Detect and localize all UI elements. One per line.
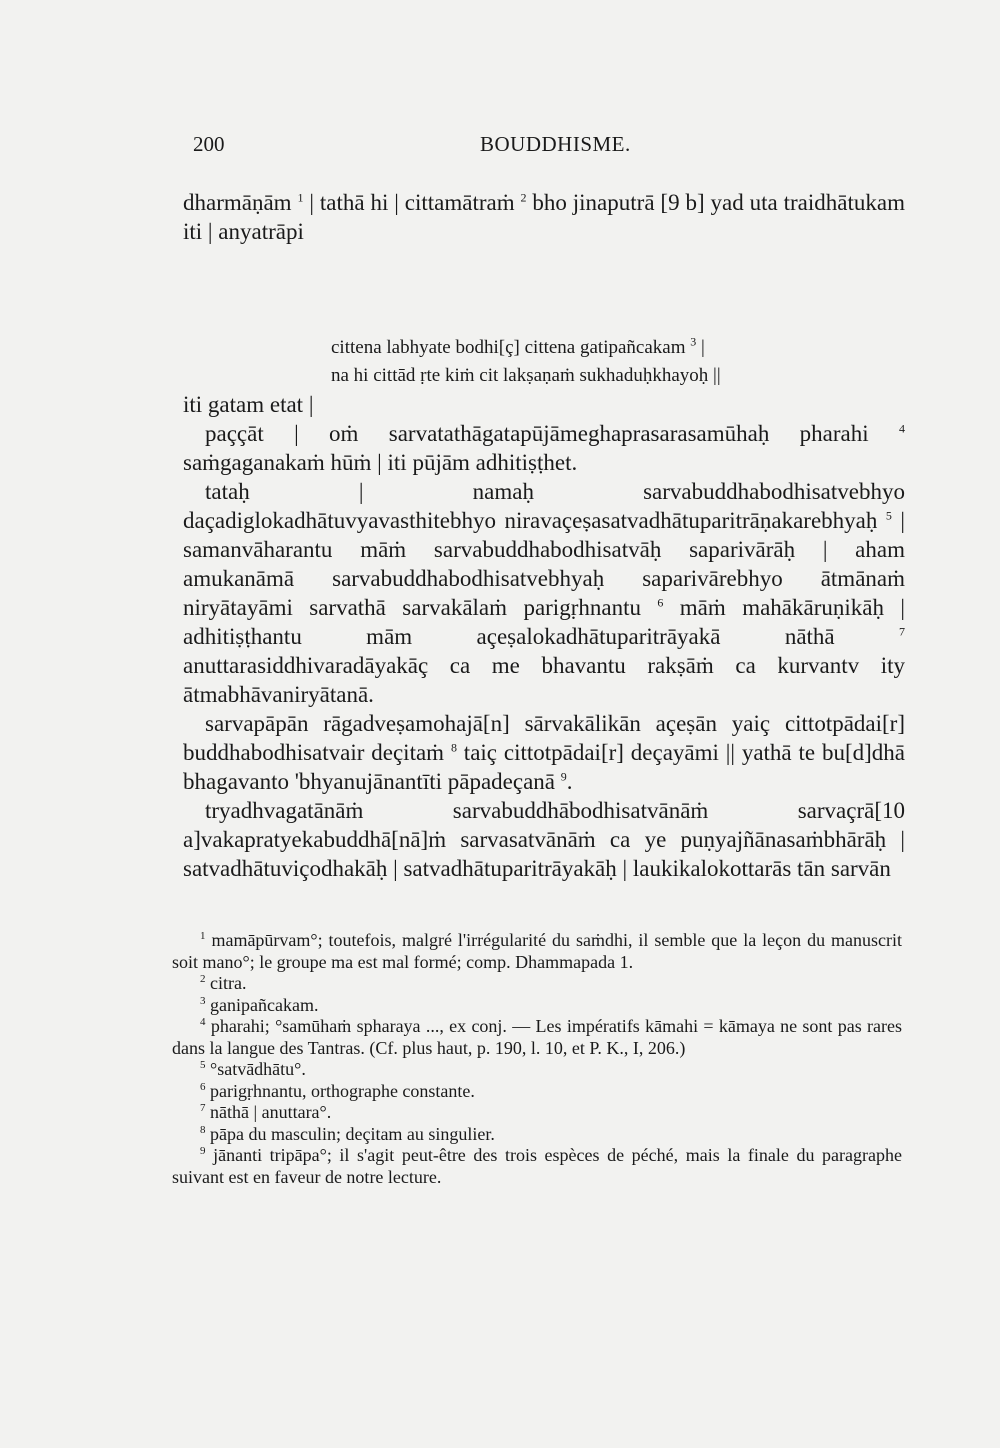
footnote-ref: 6 <box>657 595 664 610</box>
footnote: $^5$ °satvādhātu°. <box>200 1059 306 1079</box>
footnote: $^6$ parigṛhnantu, orthographe constante. <box>200 1080 475 1101</box>
footnote-ref: 1 <box>297 190 304 205</box>
paragraph-1: dharmāṇām $^1$ | tathā hi | cittamātraṁ $^2$ bho jinaputrā [9 b] yad uta traidhātukam iti | anyatrāpi <box>183 190 905 244</box>
page-number: 200 <box>193 132 225 156</box>
verse-line-2: na hi cittād ṛte kiṁ cit lakṣaṇaṁ sukhaduḥkhayoḥ || <box>331 365 721 386</box>
footnote-ref: 7 <box>899 624 905 639</box>
verse-quote <box>331 334 905 390</box>
paragraph-3: paççāt | oṁ sarvatathāgatapūjāmeghaprasarasamūhaḥ pharahi $^4$ saṁgaganakaṁ hūṁ | iti pūjām adhitiṣṭhet. <box>183 421 905 475</box>
footnote-ref: 2 <box>520 190 527 205</box>
page-header <box>0 132 1000 162</box>
verse-line-1: cittena labhyate bodhi[ç] cittena gatipañcakam $^3$ | <box>331 334 705 358</box>
footnote: $^1$ mamāpūrvam°; toutefois, malgré l'irrégularité du saṁdhi, il semble que la leçon du manuscrit soit mano°; le groupe ma est mal formé; comp. Dhammapada 1. <box>172 930 902 972</box>
main-text <box>183 188 905 883</box>
footnote: $^7$ nāthā | anuttara°. <box>200 1102 332 1122</box>
footnote: $^4$ pharahi; °samūhaṁ spharaya ..., ex conj. — Les impératifs kāmahi = kāmaya ne sont pas rares dans la langue des Tantras. (Cf. plus haut, p. 190, l. 10, et P. K., I, 206.) <box>172 1016 902 1058</box>
running-title: BOUDDHISME. <box>480 132 631 156</box>
footnote-ref: 9 <box>560 769 567 784</box>
paragraph-4: tataḥ | namaḥ sarvabuddhabodhisatvebhyo daçadiglokadhātuvyavasthitebhyo niravaçeṣasatvadhātuparitrāṇakarebhyaḥ $^5$ | samanvāharantu māṁ sarvabuddhabodhisatvāḥ saparivārāḥ | aham amukanāmā sarvabuddhabodhisatvebhyaḥ saparivārebhyo ātmānaṁ niryātayāmi sarvathā sarvakālaṁ parigṛhnantu $^6$ māṁ mahākāruṇikāḥ | adhitiṣṭhantu mām açeṣalokadhātuparitrāyakā nāthā $^7$ anuttarasiddhivaradāyakāç ca me bhavantu rakṣāṁ ca kurvantv ity ātmabhāvaniryātanā. <box>183 479 906 707</box>
footnote-ref: 4 <box>899 421 905 436</box>
footnote: $^8$ pāpa du masculin; deçitam au singulier. <box>200 1123 495 1144</box>
footnote-ref: 5 <box>885 508 892 523</box>
footnote: $^3$ ganipañcakam. <box>200 994 319 1015</box>
paragraph-5: sarvapāpān rāgadveṣamohajā[n] sārvakālikān açeṣān yaiç cittotpādai[r] buddhabodhisatvair deçitaṁ $^8$ taiç cittotpādai[r] deçayāmi || yathā te bu[d]dhā bhagavanto 'bhyanujānantīti pāpadeçanā $^9$. <box>183 711 905 794</box>
footnote-ref: 3 <box>690 334 697 349</box>
paragraph-6: tryadhvagatānāṁ sarvabuddhābodhisatvānāṁ sarvaçrā[10 a]vakapratyekabuddhā[nā]ṁ sarvasatvānāṁ ca ye puṇyajñānasaṁbhārāḥ | satvadhātuviçodhakāḥ | satvadhātuparitrāyakāḥ | laukikalokottarās tān sarvān <box>183 798 905 881</box>
footnote-ref: 8 <box>450 740 457 755</box>
footnotes <box>172 930 902 1188</box>
paragraph-2: iti gatam etat | <box>183 392 314 417</box>
footnote: $^2$ citra. <box>200 973 247 993</box>
footnote: $^9$ jānanti tripāpa°; il s'agit peut-être des trois espèces de péché, mais la finale du paragraphe suivant est en faveur de notre lecture. <box>172 1145 902 1187</box>
